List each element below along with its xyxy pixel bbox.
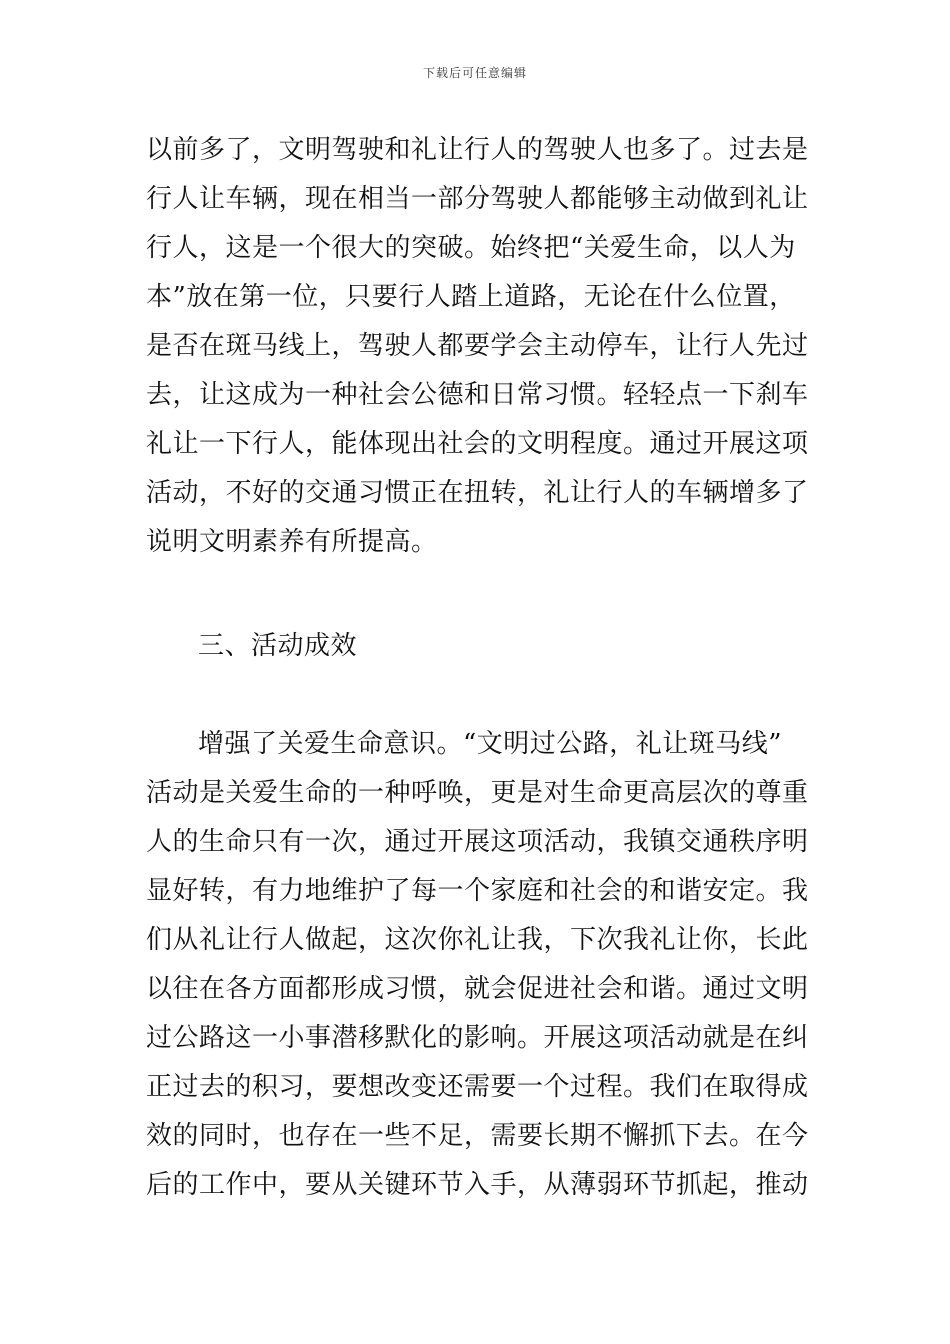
text-line: 行人让车辆，现在相当一部分驾驶人都能够主动做到礼让 — [146, 184, 809, 214]
text-line: 过公路这一小事潜移默化的影响。开展这项活动就是在纠 — [146, 1023, 809, 1053]
text-line: 去，让这成为一种社会公德和日常习惯。轻轻点一下刹车 — [146, 380, 809, 410]
section-heading-container — [146, 622, 806, 671]
text-line: 说明文明素养有所提高。 — [146, 527, 438, 557]
page-header: 下载后可任意编辑 — [422, 66, 527, 80]
text-line: 显好转，有力地维护了每一个家庭和社会的和谐安定。我 — [146, 876, 809, 906]
text-line: 本”放在第一位，只要行人踏上道路，无论在什么位置， — [146, 282, 796, 312]
paragraph-continued — [146, 126, 809, 567]
text-line: 正过去的积习，要想改变还需要一个过程。我们在取得成 — [146, 1072, 809, 1102]
text-line: 是否在斑马线上，驾驶人都要学会主动停车，让行人先过 — [146, 331, 809, 361]
text-line: 行人，这是一个很大的突破。始终把“关爱生命，以人为 — [146, 233, 796, 263]
text-line: 后的工作中，要从关键环节入手，从薄弱环节抓起，推动 — [146, 1170, 809, 1200]
section-heading: 三、活动成效 — [198, 631, 358, 661]
text-line: 活动是关爱生命的一种呼唤，更是对生命更高层次的尊重 — [146, 778, 809, 808]
paragraph-results — [146, 720, 809, 1210]
text-line: 活动，不好的交通习惯正在扭转，礼让行人的车辆增多了 — [146, 478, 809, 508]
text-line: 以往在各方面都形成习惯，就会促进社会和谐。通过文明 — [146, 974, 809, 1004]
text-line: 礼让一下行人，能体现出社会的文明程度。通过开展这项 — [146, 429, 809, 459]
text-line: 效的同时，也存在一些不足，需要长期不懈抓下去。在今 — [146, 1121, 809, 1151]
text-line: 人的生命只有一次，通过开展这项活动，我镇交通秩序明 — [146, 827, 809, 857]
text-line: 增强了关爱生命意识。“文明过公路，礼让斑马线” — [198, 729, 783, 759]
text-line: 们从礼让行人做起，这次你礼让我，下次我礼让你，长此 — [146, 925, 809, 955]
text-line: 以前多了，文明驾驶和礼让行人的驾驶人也多了。过去是 — [146, 135, 809, 165]
